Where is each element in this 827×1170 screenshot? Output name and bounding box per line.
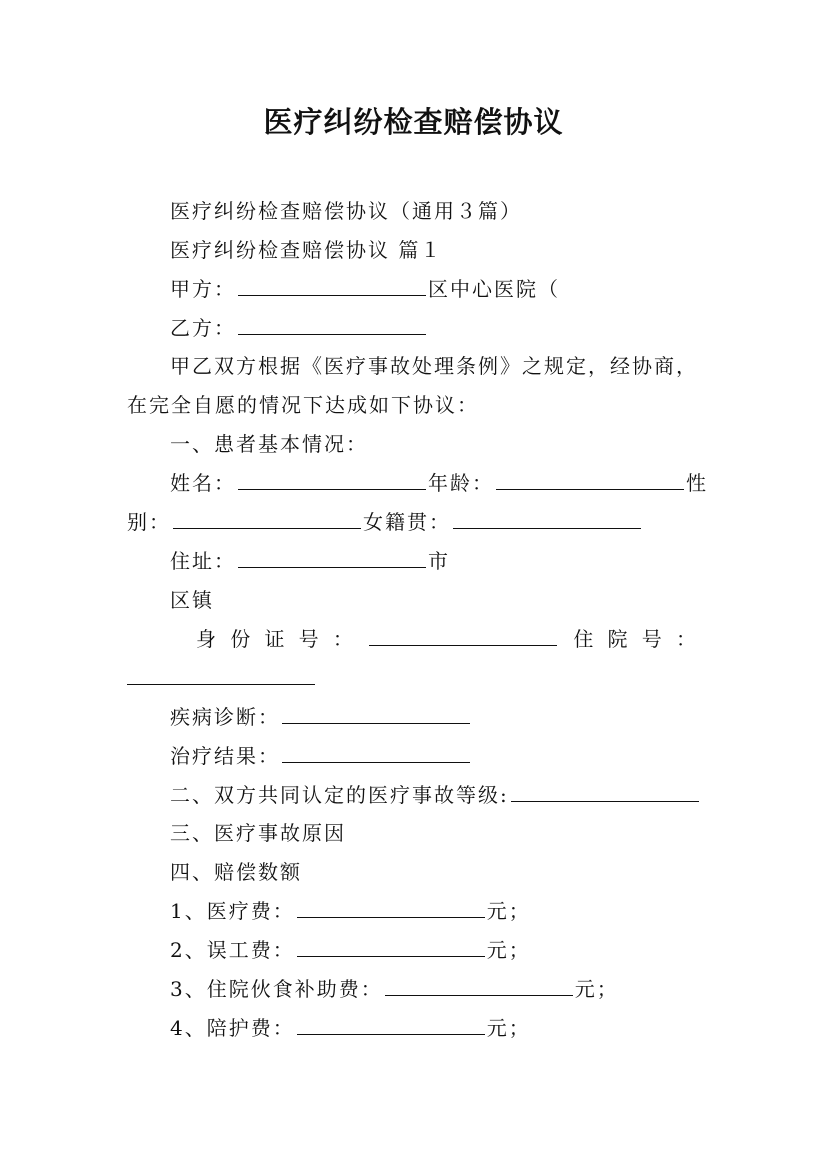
- party-b-line: [170, 315, 428, 341]
- name-blank: [238, 471, 426, 490]
- address-line: [170, 548, 450, 574]
- item2-line: [170, 782, 701, 808]
- id-char-4: 号: [298, 627, 319, 651]
- id-char-2: 份: [230, 627, 251, 651]
- district-town: 区镇: [170, 588, 214, 612]
- female-origin-label: 女籍贯：: [363, 510, 451, 534]
- fee3-yuan: 元；: [574, 977, 619, 1001]
- document-title: 医疗纠纷检查赔偿协议: [263, 105, 564, 139]
- address-blank: [238, 549, 426, 568]
- origin-blank: [453, 510, 641, 529]
- hospital-number-blank-line: [127, 665, 317, 691]
- party-a-suffix: 区中心医院（: [428, 277, 560, 301]
- fee3-blank: [385, 977, 573, 996]
- diagnosis-blank: [282, 705, 470, 724]
- gender-label-part1: 性: [686, 471, 708, 495]
- fee2-label: 2、误工费：: [170, 938, 295, 962]
- id-char-3: 证: [264, 627, 285, 651]
- fee1-label: 1、医疗费：: [170, 899, 295, 923]
- treatment-result-blank: [282, 744, 470, 763]
- gender-origin-line: [127, 509, 643, 535]
- item1-heading: 一、患者基本情况：: [170, 432, 368, 456]
- fee1-line: [170, 898, 531, 924]
- diagnosis-line: [170, 704, 472, 730]
- diagnosis-label: 疾病诊断：: [170, 705, 280, 729]
- section-heading: 医疗纠纷检查赔偿协议 篇１: [170, 238, 443, 262]
- party-b-blank: [238, 316, 426, 335]
- fee4-yuan: 元；: [486, 1016, 531, 1040]
- gender-label-part2: 别：: [127, 510, 171, 534]
- treatment-result-line: [170, 743, 472, 769]
- id-char-5: ：: [332, 627, 353, 651]
- id-hospital-number-line: [196, 626, 696, 652]
- age-blank: [496, 471, 684, 490]
- city-suffix: 市: [428, 549, 450, 573]
- fee1-yuan: 元；: [486, 899, 531, 923]
- fee4-label: 4、陪护费：: [170, 1016, 295, 1040]
- party-a-label: 甲方：: [170, 277, 236, 301]
- item3-heading: 三、医疗事故原因: [170, 821, 346, 845]
- hosp-char-3: 号: [641, 627, 662, 651]
- fee3-line: [170, 976, 619, 1002]
- hosp-char-2: 院: [607, 627, 628, 651]
- hosp-char-4: ：: [675, 627, 696, 651]
- intro-line-2: 在完全自愿的情况下达成如下协议：: [127, 393, 479, 417]
- item4-heading: 四、赔偿数额: [170, 860, 302, 884]
- address-label: 住址：: [170, 549, 236, 573]
- fee2-yuan: 元；: [486, 938, 531, 962]
- hosp-char-1: 住: [573, 627, 594, 651]
- gender-blank: [173, 510, 361, 529]
- subtitle-line: 医疗纠纷检查赔偿协议（通用３篇）: [170, 199, 522, 223]
- id-char-1: 身: [196, 627, 216, 651]
- fee1-blank: [297, 899, 485, 918]
- accident-level-blank: [511, 783, 699, 802]
- party-a-blank: [238, 277, 426, 296]
- fee4-blank: [297, 1016, 485, 1035]
- id-blank: [369, 627, 557, 646]
- fee3-label: 3、住院伙食补助费：: [170, 977, 383, 1001]
- fee2-blank: [297, 938, 485, 957]
- hospital-number-blank: [127, 666, 315, 685]
- fee4-line: [170, 1015, 531, 1041]
- treatment-result-label: 治疗结果：: [170, 744, 280, 768]
- age-label: 年龄：: [428, 471, 494, 495]
- name-age-line: [170, 470, 708, 496]
- fee2-line: [170, 937, 531, 963]
- intro-line-1: 甲乙双方根据《医疗事故处理条例》之规定，经协商，: [170, 354, 698, 378]
- party-a-line: [170, 276, 560, 302]
- party-b-label: 乙方：: [170, 316, 236, 340]
- name-label: 姓名：: [170, 471, 236, 495]
- item2-heading: 二、双方共同认定的医疗事故等级:: [170, 783, 509, 807]
